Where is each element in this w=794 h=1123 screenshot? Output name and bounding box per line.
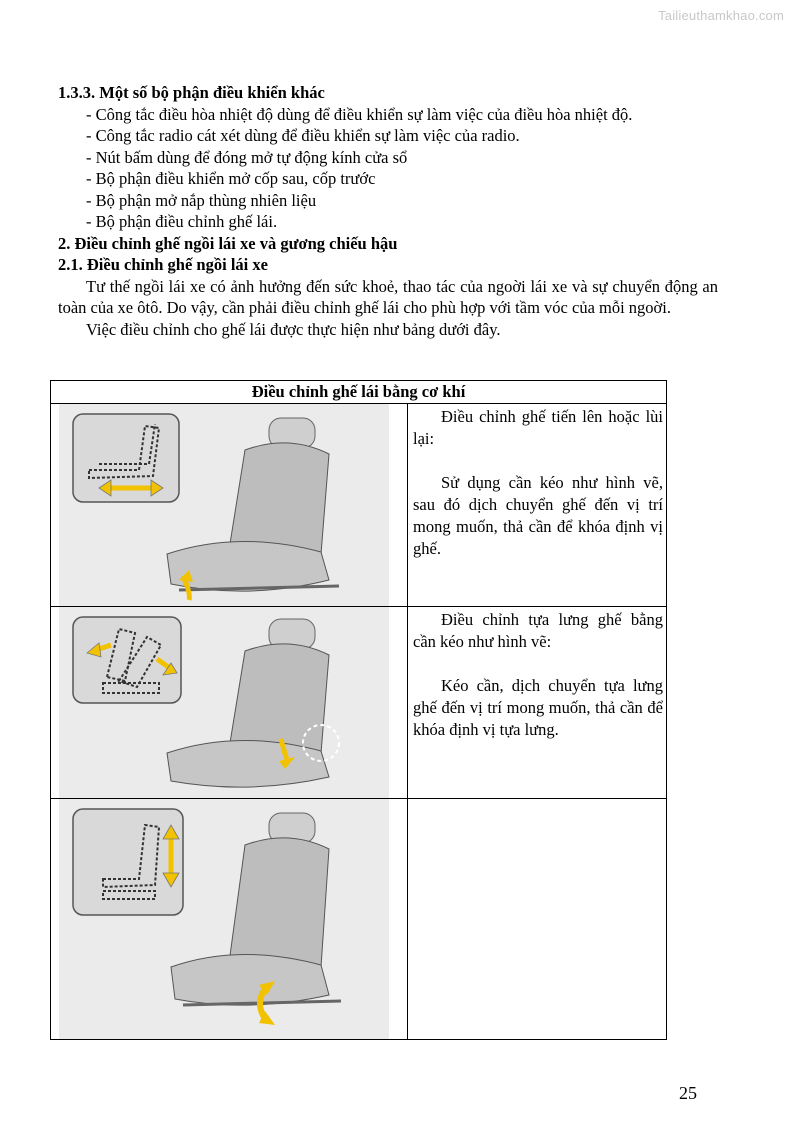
seat-height-figure-cell	[51, 799, 408, 1040]
section-1-3-3-heading: 1.3.3. Một số bộ phận điều khiển khác	[58, 83, 325, 102]
seat-icon	[167, 418, 339, 591]
intro-paragraph: Tư thế ngồi lái xe có ảnh hưởng đến sức khoẻ, thao tác của ngoời lái xe và sự chuyển động an toàn của xe ôtô. Do vậy, cần phải điều chỉnh ghế lái cho phù hợp với tầm vóc của mỗi ngoời.	[58, 276, 718, 317]
table-row	[51, 799, 667, 1040]
seat-height-description	[408, 799, 667, 1040]
list-item: - Bộ phận điều khiển mở cốp sau, cốp trước	[86, 169, 376, 188]
seat-icon	[171, 813, 341, 1005]
document-body	[58, 82, 718, 340]
page-number: 25	[679, 1083, 697, 1103]
seat-slide-figure-cell	[51, 404, 408, 607]
table-header: Điều chỉnh ghế lái bằng cơ khí	[51, 381, 667, 404]
seat-icon	[167, 619, 339, 787]
row-body: Sử dụng cần kéo như hình vẽ, sau đó dịch chuyển ghế đến vị trí mong muốn, thả cần để khóa định vị ghế.	[413, 473, 663, 558]
row-title: Điều chỉnh tựa lưng ghế bằng cần kéo như hình vẽ:	[413, 610, 663, 651]
list-item: - Bộ phận điều chỉnh ghế lái.	[86, 212, 278, 231]
table-row	[51, 607, 667, 799]
list-item: - Công tắc radio cát xét dùng để điều khiển sự làm việc của radio.	[86, 126, 520, 145]
seat-recline-description	[408, 607, 667, 799]
seat-slide-illustration	[59, 404, 389, 606]
row-body: Kéo cần, dịch chuyển tựa lưng ghế đến vị trí mong muốn, thả cần để khóa định vị tựa lưng.	[413, 676, 663, 739]
list-item: - Công tắc điều hòa nhiệt độ dùng để điều khiển sự làm việc của điều hòa nhiệt độ.	[86, 104, 633, 124]
table-row	[51, 404, 667, 607]
row-title: Điều chỉnh ghế tiến lên hoặc lùi lại:	[413, 407, 663, 448]
section-2-heading: 2. Điều chỉnh ghế ngồi lái xe và gương chiếu hậu	[58, 233, 398, 253]
table-intro-paragraph: Việc điều chỉnh cho ghế lái được thực hiện như bảng dưới đây.	[86, 319, 501, 339]
section-2-1-heading: 2.1. Điều chỉnh ghế ngồi lái xe	[58, 255, 268, 274]
seat-recline-illustration	[59, 607, 389, 798]
seat-adjustment-table	[50, 380, 667, 1040]
seat-height-illustration	[59, 799, 389, 1039]
watermark: Tailieuthamkhao.com	[658, 8, 784, 23]
list-item: - Nút bấm dùng để đóng mở tự động kính cửa sổ	[86, 147, 408, 167]
list-item: - Bộ phận mở nắp thùng nhiên liệu	[86, 190, 317, 210]
seat-recline-figure-cell	[51, 607, 408, 799]
seat-slide-description	[408, 404, 667, 607]
